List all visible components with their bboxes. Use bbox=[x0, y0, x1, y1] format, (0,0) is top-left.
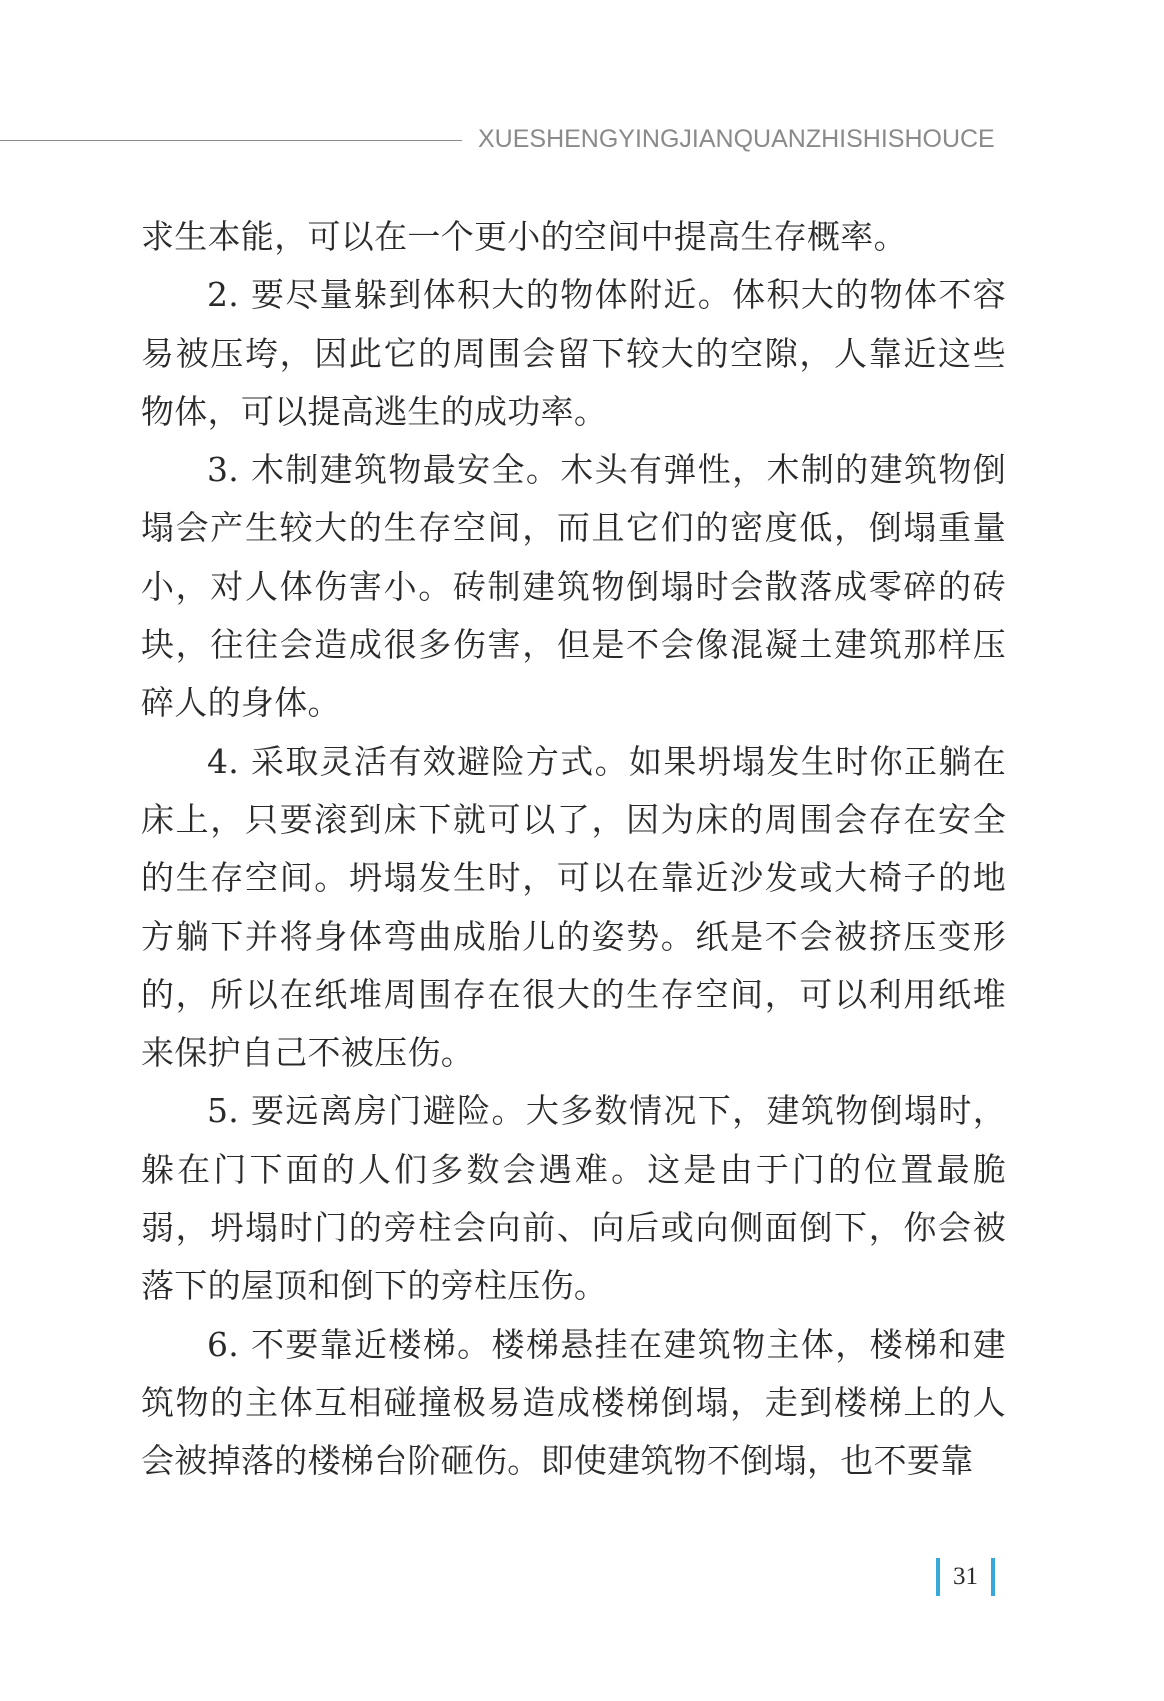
page-number-right-bar bbox=[991, 1558, 995, 1596]
page-number-box bbox=[936, 1557, 995, 1597]
paragraph-item-5: 5. 要远离房门避险。大多数情况下，建筑物倒塌时，躲在门下面的人们多数会遇难。这是由于门的位置最脆弱，坍塌时门的旁柱会向前、向后或向侧面倒下，你会被落下的屋顶和倒下的旁柱压伤。 bbox=[141, 1091, 1006, 1306]
running-header: XUESHENGYINGJIANQUANZHISHISHOUCE bbox=[478, 125, 995, 153]
paragraph-item-3: 3. 木制建筑物最安全。木头有弹性，木制的建筑物倒塌会产生较大的生存空间，而且它们的密度低，倒塌重量小，对人体伤害小。砖制建筑物倒塌时会散落成零碎的砖块，往往会造成很多伤害，但是不会像混凝土建筑那样压碎人的身体。 bbox=[141, 450, 1006, 723]
page-number: 31 bbox=[953, 1563, 978, 1590]
body-text bbox=[141, 208, 1006, 1491]
paragraph-item-2: 2. 要尽量躲到体积大的物体附近。体积大的物体不容易被压垮，因此它的周围会留下较大的空隙，人靠近这些物体，可以提高逃生的成功率。 bbox=[141, 275, 1006, 431]
paragraph-item-6: 6. 不要靠近楼梯。楼梯悬挂在建筑物主体，楼梯和建筑物的主体互相碰撞极易造成楼梯倒塌，走到楼梯上的人会被掉落的楼梯台阶砸伤。即使建筑物不倒塌，也不要靠 bbox=[141, 1324, 1006, 1481]
paragraph-continuation: 求生本能，可以在一个更小的空间中提高生存概率。 bbox=[141, 217, 907, 256]
paragraph-item-4: 4. 采取灵活有效避险方式。如果坍塌发生时你正躺在床上，只要滚到床下就可以了，因为床的周围会存在安全的生存空间。坍塌发生时，可以在靠近沙发或大椅子的地方躺下并将身体弯曲成胎儿的姿势。纸是不会被挤压变形的，所以在纸堆周围存在很大的生存空间，可以利用纸堆来保护自己不被压伤。 bbox=[141, 741, 1006, 1073]
header-rule bbox=[0, 140, 462, 141]
